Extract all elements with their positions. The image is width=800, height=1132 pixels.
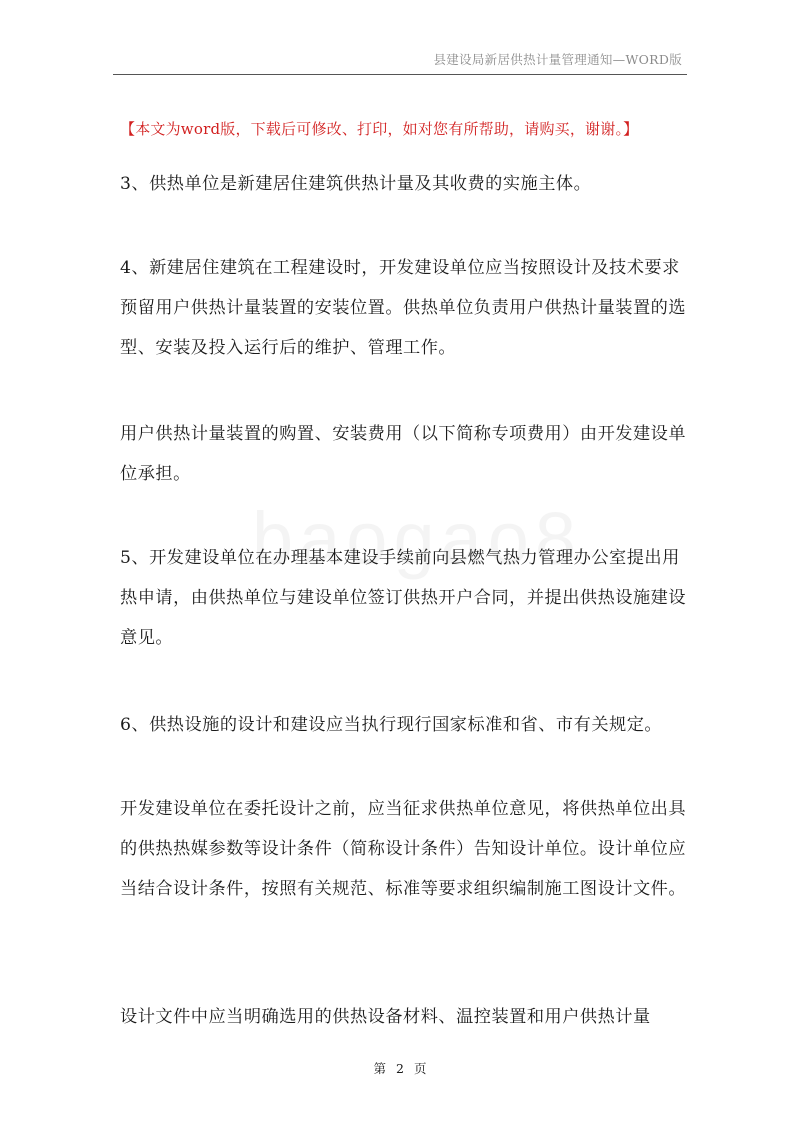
paragraph-item-4: 4、新建居住建筑在工程建设时，开发建设单位应当按照设计及技术要求预留用户供热计量装置的安装位置。供热单位负责用户供热计量装置的选型、安装及投入运行后的维护、管理工作。 xyxy=(120,258,687,358)
paragraph-special-fee: 用户供热计量装置的购置、安装费用（以下简称专项费用）由开发建设单位承担。 xyxy=(120,424,687,484)
footer-suffix: 页 xyxy=(413,1061,427,1076)
paragraph-item-3: 3、供热单位是新建居住建筑供热计量及其收费的实施主体。 xyxy=(120,174,592,194)
header-divider xyxy=(113,74,687,75)
header-title: 县建设局新居供热计量管理通知—WORD版 xyxy=(433,52,682,67)
paragraph-item-5: 5、开发建设单位在办理基本建设手续前向县燃气热力管理办公室提出用热申请，由供热单位与建设单位签订供热开户合同，并提出供热设施建设意见。 xyxy=(120,548,687,648)
footer-prefix: 第 xyxy=(373,1061,387,1076)
paragraph-design-conditions: 开发建设单位在委托设计之前，应当征求供热单位意见，将供热单位出具的供热热媒参数等设计条件（简称设计条件）告知设计单位。设计单位应当结合设计条件，按照有关规范、标准等要求组织编制施工图设计文件。 xyxy=(120,799,687,899)
purchase-notice: 【本文为word版，下载后可修改、打印，如对您有所帮助，请购买，谢谢。】 xyxy=(120,120,639,138)
paragraph-design-documents: 设计文件中应当明确选用的供热设备材料、温控装置和用户供热计量 xyxy=(120,1007,651,1027)
page-footer xyxy=(0,1059,800,1077)
page-number: 2 xyxy=(396,1061,404,1076)
paragraph-item-6: 6、供热设施的设计和建设应当执行现行国家标准和省、市有关规定。 xyxy=(120,715,663,735)
